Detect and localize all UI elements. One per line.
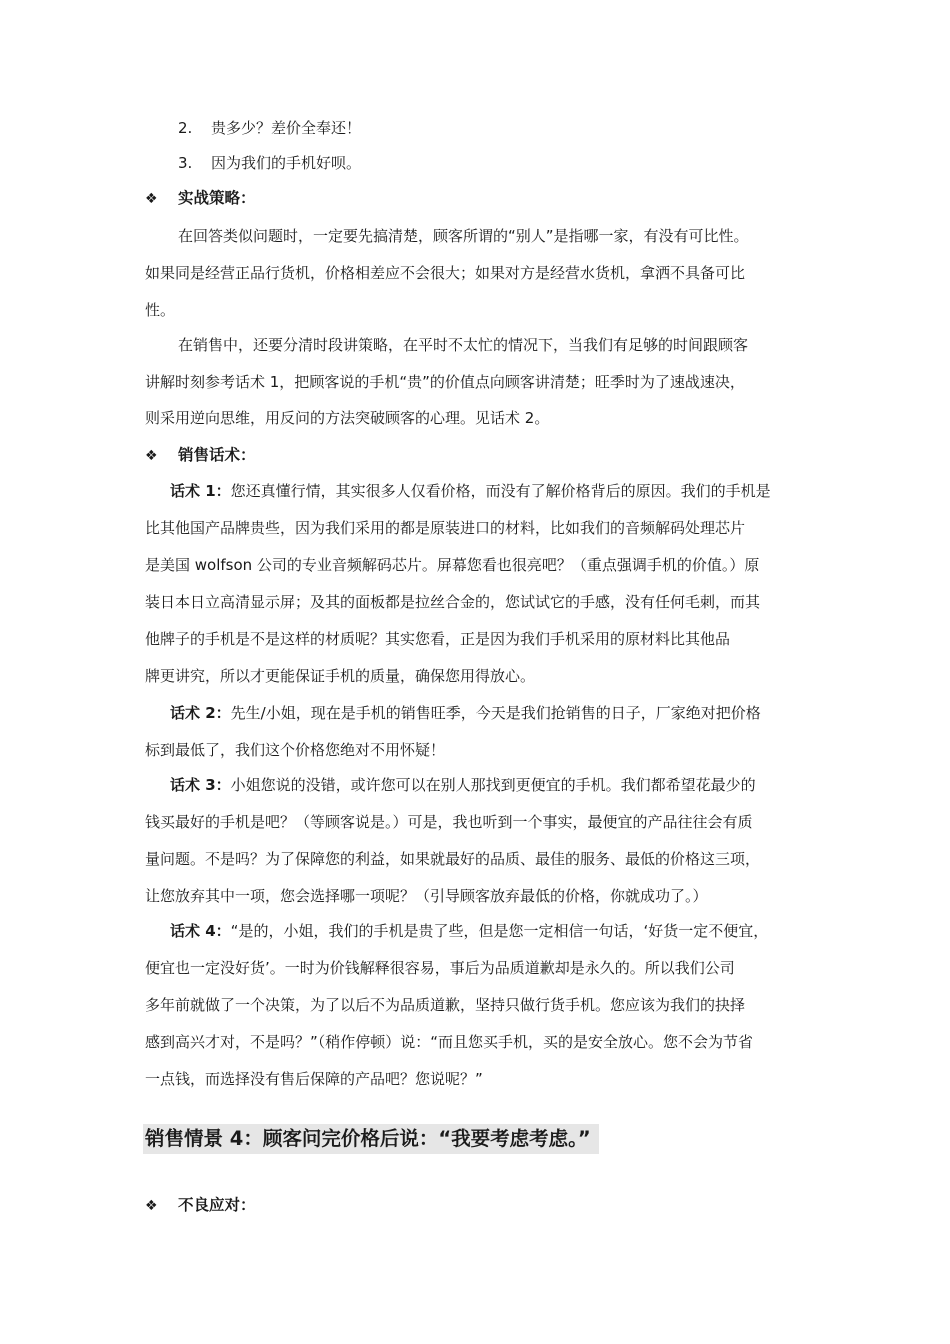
list-item — [178, 118, 361, 138]
strategy-heading: ❖ 实战策略： — [145, 187, 256, 210]
paragraph-line: 性。 — [145, 301, 176, 319]
paragraph-line: 便宜也一定没好货’。一时为价钱解释很容易，事后为品质道歉却是永久的。所以我们公司 — [145, 959, 735, 977]
diamond-bullet-icon: ❖ — [145, 1198, 158, 1214]
script-1-first-line: 话术 1：您还真懂行情，其实很多人仅看价格，而没有了解价格背后的原因。我们的手机是 — [170, 482, 771, 500]
list-number: 3. — [178, 154, 193, 172]
paragraph-line: 讲解时刻参考话术 1，把顾客说的手机“贵”的价值点向顾客讲清楚；旺季时为了速战速决， — [145, 373, 745, 391]
list-text: 贵多少？差价全奉还！ — [211, 119, 362, 137]
scripts-heading: ❖ 销售话术： — [145, 444, 256, 467]
diamond-bullet-icon: ❖ — [145, 448, 158, 464]
list-number: 2. — [178, 119, 193, 137]
script-4-first-line: 话术 4：“是的，小姐，我们的手机是贵了些，但是您一定相信一句话，‘好货一定不便宜， — [170, 922, 769, 940]
bad-response-heading: ❖ 不良应对： — [145, 1194, 256, 1217]
script-label: 话术 3： — [170, 776, 231, 794]
list-text: 因为我们的手机好呗。 — [211, 154, 362, 172]
paragraph-line: 让您放弃其中一项，您会选择哪一项呢？（引导顾客放弃最低的价格，你就成功了。） — [145, 887, 708, 905]
paragraph-line: 在回答类似问题时，一定要先搞清楚，顾客所谓的“别人”是指哪一家，有没有可比性。 — [178, 227, 749, 245]
script-3-first-line: 话术 3：小姐您说的没错，或许您可以在别人那找到更便宜的手机。我们都希望花最少的 — [170, 776, 756, 794]
section-title: 销售情景 4：顾客问完价格后说：“我要考虑考虑。” — [143, 1124, 599, 1154]
paragraph-line: 钱买最好的手机是吧？（等顾客说是。）可是，我也听到一个事实，最便宜的产品往往会有质 — [145, 813, 753, 831]
paragraph-line: 装日本日立高清显示屏；及其的面板都是拉丝合金的，您试试它的手感，没有任何毛刺，而其 — [145, 593, 761, 611]
list-item — [178, 153, 361, 173]
paragraph-line: 他牌子的手机是不是这样的材质呢？其实您看，正是因为我们手机采用的原材料比其他品 — [145, 630, 731, 648]
paragraph-line: 在销售中，还要分清时段讲策略，在平时不太忙的情况下，当我们有足够的时间跟顾客 — [178, 336, 749, 354]
paragraph-line: 如果同是经营正品行货机，价格相差应不会很大；如果对方是经营水货机，拿洒不具备可比 — [145, 264, 746, 282]
paragraph-line: 多年前就做了一个决策，为了以后不为品质道歉，坚持只做行货手机。您应该为我们的抉择 — [145, 996, 746, 1014]
paragraph-line: 标到最低了，我们这个价格您绝对不用怀疑！ — [145, 741, 446, 759]
paragraph-line: 感到高兴才对，不是吗？”（稍作停顿）说：“而且您买手机，买的是安全放心。您不会为节省 — [145, 1033, 754, 1051]
paragraph-line: 比其他国产品牌贵些，因为我们采用的都是原装进口的材料，比如我们的音频解码处理芯片 — [145, 519, 746, 537]
script-label: 话术 2： — [170, 704, 231, 722]
paragraph-line: 牌更讲究，所以才更能保证手机的质量，确保您用得放心。 — [145, 667, 536, 685]
paragraph-line: 一点钱，而选择没有售后保障的产品吧？您说呢？” — [145, 1070, 483, 1088]
script-label: 话术 4： — [170, 922, 231, 940]
diamond-bullet-icon: ❖ — [145, 191, 158, 207]
paragraph-line: 则采用逆向思维，用反问的方法突破顾客的心理。见话术 2。 — [145, 409, 550, 427]
paragraph-line: 量问题。不是吗？为了保障您的利益，如果就最好的品质、最佳的服务、最低的价格这三项， — [145, 850, 761, 868]
paragraph-line: 是美国 wolfson 公司的专业音频解码芯片。屏幕您看也很亮吧？（重点强调手机的价值。）原 — [145, 556, 760, 574]
script-2-first-line: 话术 2：先生/小姐，现在是手机的销售旺季，今天是我们抢销售的日子，厂家绝对把价格 — [170, 704, 761, 722]
script-label: 话术 1： — [170, 482, 231, 500]
